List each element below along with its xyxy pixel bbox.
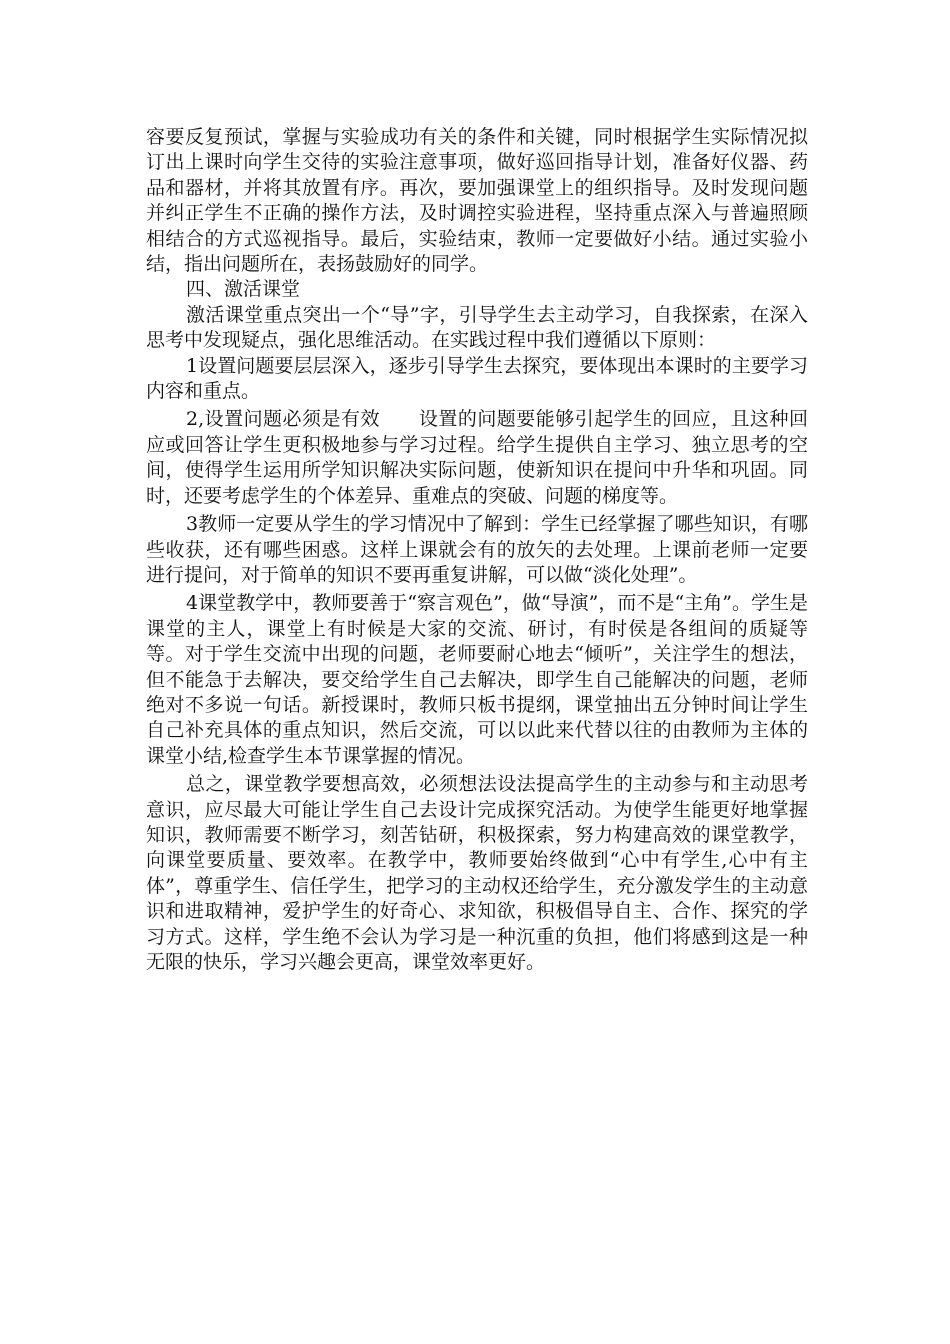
section-heading: 四、激活课堂 — [186, 278, 301, 301]
conclusion-paragraph: 总之，课堂教学要想高效，必须想法设法提高学生的主动参与和主动思考意识，应尽最大可能让学生自己去设计完成探究活动。为使学生能更好地掌握知识，教师需要不断学习，刻苦钻研，积极探索，努力构建高效的课堂教学，向课堂要质量、要效率。在教学中，教师要始终做到“心中有学生,心中有主体”，尊重学生、信任学生，把学习的主动权还给学生，充分激发学生的主动意识和进取精神，爱护学生的好奇心、求知欲，积极倡导自主、合作、探究的学习方式。这样，学生绝不会认为学习是一种沉重的负担，他们将感到这是一种无限的快乐，学习兴趣会更高，课堂效率更好。 — [146, 773, 808, 973]
principle-item-4: 4课堂教学中，教师要善于“察言观色”，做“导演”，而不是“主角”。学生是课堂的主人，课堂上有时候是大家的交流、研讨，有时侯是各组间的质疑等等。对于学生交流中出现的问题，老师要耐心地去“倾听”，关注学生的想法，但不能急于去解决，要交给学生自己去解决，即学生自己能解决的问题，老师绝对不多说一句话。新授课时，教师只板书提纲，课堂抽出五分钟时间让学生自己补充具体的重点知识，然后交流，可以以此来代替以往的由教师为主体的课堂小结,检查学生本节课掌握的情况。 — [146, 592, 808, 767]
principle-item-2: 2,设置问题必须是有效 设置的问题要能够引起学生的回应，且这种回应或回答让学生更积极地参与学习过程。给学生提供自主学习、独立思考的空间，使得学生运用所学知识解决实际问题，使新知识在提问中升华和巩固。同时，还要考虑学生的个体差异、重难点的突破、问题的梯度等。 — [146, 408, 808, 507]
intro-paragraph: 激活课堂重点突出一个“导”字，引导学生去主动学习，自我探索，在深入思考中发现疑点，强化思维活动。在实践过程中我们遵循以下原则： — [146, 303, 808, 352]
paragraph-continued: 容要反复预试，掌握与实验成功有关的条件和关键，同时根据学生实际情况拟订出上课时向学生交待的实验注意事项，做好巡回指导计划，准备好仪器、药品和器材，并将其放置有序。再次，要加强课堂上的组织指导。及时发现问题并纠正学生不正确的操作方法，及时调控实验进程，坚持重点深入与普遍照顾相结合的方式巡视指导。最后，实验结束，教师一定要做好小结。通过实验小结，指出问题所在，表扬鼓励好的同学。 — [146, 126, 808, 276]
principle-item-1: 1设置问题要层层深入，逐步引导学生去探究，要体现出本课时的主要学习内容和重点。 — [146, 354, 808, 403]
document-body — [146, 125, 808, 975]
principle-item-3: 3教师一定要从学生的学习情况中了解到：学生已经掌握了哪些知识，有哪些收获，还有哪些困惑。这样上课就会有的放矢的去处理。上课前老师一定要进行提问，对于简单的知识不要再重复讲解，可以做“淡化处理”。 — [146, 513, 808, 586]
